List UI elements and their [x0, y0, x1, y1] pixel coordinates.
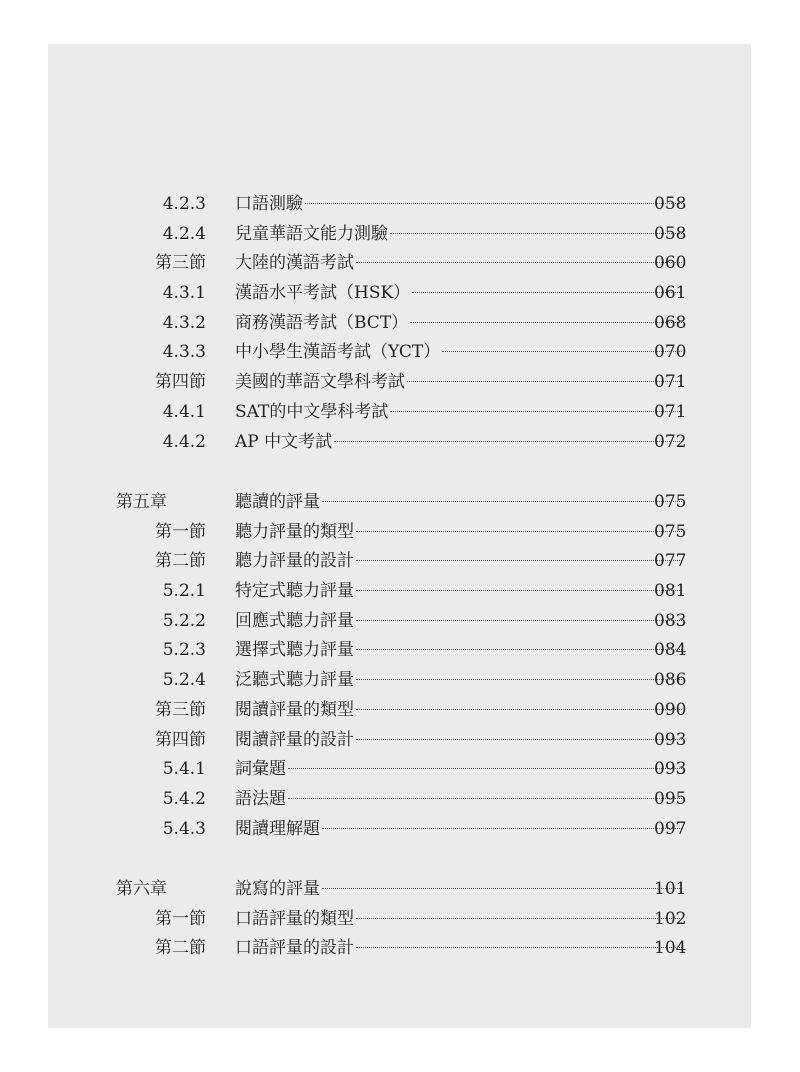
toc-number: 4.3.3	[162, 342, 206, 363]
toc-title: 語法題	[235, 788, 286, 809]
toc-row	[48, 190, 751, 220]
toc-page-number: 060	[654, 253, 687, 274]
toc-entry	[235, 488, 688, 518]
toc-page-number: 077	[654, 551, 687, 572]
toc-page-number: 097	[654, 818, 687, 839]
toc-title: 大陸的漢語考試	[235, 253, 354, 274]
toc-title: 聽讀的評量	[235, 492, 320, 512]
toc-title: 商務漢語考試（BCT）	[235, 312, 409, 333]
toc-entry	[235, 905, 688, 935]
toc-number: 5.2.2	[162, 610, 206, 631]
toc-title: 泛聽式聽力評量	[235, 670, 354, 691]
toc-entry	[235, 368, 688, 398]
toc-row	[48, 905, 751, 935]
toc-page-number: 058	[654, 223, 687, 244]
toc-title: 口語評量的設計	[235, 938, 354, 959]
toc-entry	[235, 309, 688, 339]
toc-entry	[235, 815, 688, 845]
book-page	[48, 44, 751, 1028]
toc-entry	[235, 755, 688, 785]
dot-leader	[356, 531, 682, 532]
toc-row	[48, 428, 751, 458]
toc-row	[48, 934, 751, 964]
toc-row	[48, 815, 751, 845]
toc-title: 兒童華語文能力測驗	[235, 223, 388, 244]
dot-leader	[390, 233, 682, 234]
toc-page-number: 093	[654, 759, 687, 780]
dot-leader	[390, 411, 682, 412]
toc-number: 第二節	[155, 938, 206, 959]
toc-number: 5.4.2	[162, 788, 206, 809]
toc-number: 第三節	[155, 253, 206, 274]
dot-leader	[442, 351, 682, 352]
dot-leader	[407, 381, 682, 382]
toc-page-number: 072	[654, 431, 687, 452]
toc-entry	[235, 428, 688, 458]
toc-row	[48, 636, 751, 666]
dot-leader	[288, 768, 682, 769]
toc-page-number: 093	[654, 729, 687, 750]
toc-row	[48, 368, 751, 398]
toc-number: 第一節	[155, 908, 206, 929]
toc-entry	[235, 785, 688, 815]
toc-page-number: 104	[654, 938, 687, 959]
toc-page-number: 101	[654, 879, 687, 899]
toc-page-number: 095	[654, 788, 687, 809]
toc-row	[48, 309, 751, 339]
dot-leader	[305, 203, 682, 204]
toc-number: 第二節	[155, 551, 206, 572]
toc-title: 選擇式聽力評量	[235, 640, 354, 661]
toc-row	[48, 398, 751, 428]
toc-page-number: 061	[654, 283, 687, 304]
toc-page-number: 070	[654, 342, 687, 363]
toc-row	[48, 785, 751, 815]
dot-leader	[322, 501, 682, 502]
toc-number: 第五章	[116, 492, 167, 512]
toc-title: 中小學生漢語考試（YCT）	[235, 342, 441, 363]
toc-title: 漢語水平考試（HSK）	[235, 283, 411, 304]
toc-number: 5.2.3	[162, 640, 206, 661]
toc-row	[48, 338, 751, 368]
toc-title: 閱讀評量的類型	[235, 699, 354, 720]
toc-entry	[235, 547, 688, 577]
toc-entry	[235, 577, 688, 607]
dot-leader	[334, 441, 682, 442]
toc-title: 口語測驗	[235, 194, 303, 214]
toc-number: 5.4.1	[162, 759, 206, 780]
toc-number: 第一節	[155, 521, 206, 542]
toc-page-number: 071	[654, 401, 687, 422]
toc-title: 聽力評量的類型	[235, 521, 354, 542]
toc-entry	[235, 220, 688, 250]
dot-leader	[356, 649, 682, 650]
toc-number: 4.4.2	[162, 431, 206, 452]
toc-entry	[235, 607, 688, 637]
toc-section-chapter-6	[48, 875, 751, 964]
toc-number: 5.4.3	[162, 818, 206, 839]
toc-page-number: 071	[654, 372, 687, 393]
toc-title: 特定式聽力評量	[235, 581, 354, 602]
toc-entry	[235, 726, 688, 756]
dot-leader	[356, 590, 682, 591]
toc-title: 詞彙題	[235, 759, 286, 780]
toc-entry	[235, 875, 688, 905]
dot-leader	[356, 709, 682, 710]
toc-entry	[235, 934, 688, 964]
toc-title: 說寫的評量	[235, 879, 320, 899]
dot-leader	[356, 620, 682, 621]
toc-row	[48, 220, 751, 250]
toc-chapter-row	[48, 488, 751, 518]
toc-number: 5.2.4	[162, 670, 206, 691]
dot-leader	[356, 262, 682, 263]
toc-number: 第四節	[155, 372, 206, 393]
toc-row	[48, 607, 751, 637]
toc-row	[48, 279, 751, 309]
toc-entry	[235, 696, 688, 726]
dot-leader	[288, 798, 682, 799]
toc-number: 第六章	[116, 879, 167, 899]
toc-page-number: 058	[654, 194, 687, 214]
dot-leader	[356, 918, 682, 919]
toc-page-number: 075	[654, 492, 687, 512]
toc-number: 4.3.2	[162, 312, 206, 333]
toc-page-number: 075	[654, 521, 687, 542]
toc-row	[48, 666, 751, 696]
toc-page-number: 068	[654, 312, 687, 333]
dot-leader	[356, 679, 682, 680]
dot-leader	[322, 828, 682, 829]
toc-row	[48, 518, 751, 548]
toc-row	[48, 726, 751, 756]
toc-title: AP 中文考試	[235, 431, 333, 452]
toc-page-number: 084	[654, 640, 687, 661]
toc-number: 4.2.4	[162, 223, 206, 244]
toc-row	[48, 577, 751, 607]
toc-entry	[235, 190, 688, 220]
dot-leader	[356, 739, 682, 740]
toc-section-chapter-5	[48, 488, 751, 844]
dot-leader	[412, 292, 682, 293]
toc-entry	[235, 636, 688, 666]
toc-number: 4.2.3	[162, 194, 206, 214]
toc-title: 口語評量的類型	[235, 908, 354, 929]
toc-title: 閱讀評量的設計	[235, 729, 354, 750]
dot-leader	[410, 322, 682, 323]
toc-row	[48, 249, 751, 279]
toc-title: SAT的中文學科考試	[235, 401, 389, 422]
toc-entry	[235, 398, 688, 428]
toc-page-number: 090	[654, 699, 687, 720]
toc-entry	[235, 249, 688, 279]
toc-page-number: 086	[654, 670, 687, 691]
toc-title: 美國的華語文學科考試	[235, 372, 405, 393]
toc-entry	[235, 666, 688, 696]
toc-row	[48, 696, 751, 726]
toc-entry	[235, 279, 688, 309]
toc-row	[48, 547, 751, 577]
dot-leader	[356, 560, 682, 561]
toc-page-number: 081	[654, 581, 687, 602]
toc-number: 第四節	[155, 729, 206, 750]
toc-number: 5.2.1	[162, 581, 206, 602]
toc-page-number: 083	[654, 610, 687, 631]
toc-number: 4.4.1	[162, 401, 206, 422]
dot-leader	[356, 947, 682, 948]
toc-title: 回應式聽力評量	[235, 610, 354, 631]
toc-number: 第三節	[155, 699, 206, 720]
toc-page-number: 102	[654, 908, 687, 929]
toc-section-chapter-4	[48, 190, 751, 457]
toc-entry	[235, 518, 688, 548]
toc-chapter-row	[48, 875, 751, 905]
dot-leader	[322, 888, 682, 889]
toc-entry	[235, 338, 688, 368]
toc-title: 閱讀理解題	[235, 818, 320, 839]
toc-title: 聽力評量的設計	[235, 551, 354, 572]
toc-row	[48, 755, 751, 785]
toc-number: 4.3.1	[162, 283, 206, 304]
